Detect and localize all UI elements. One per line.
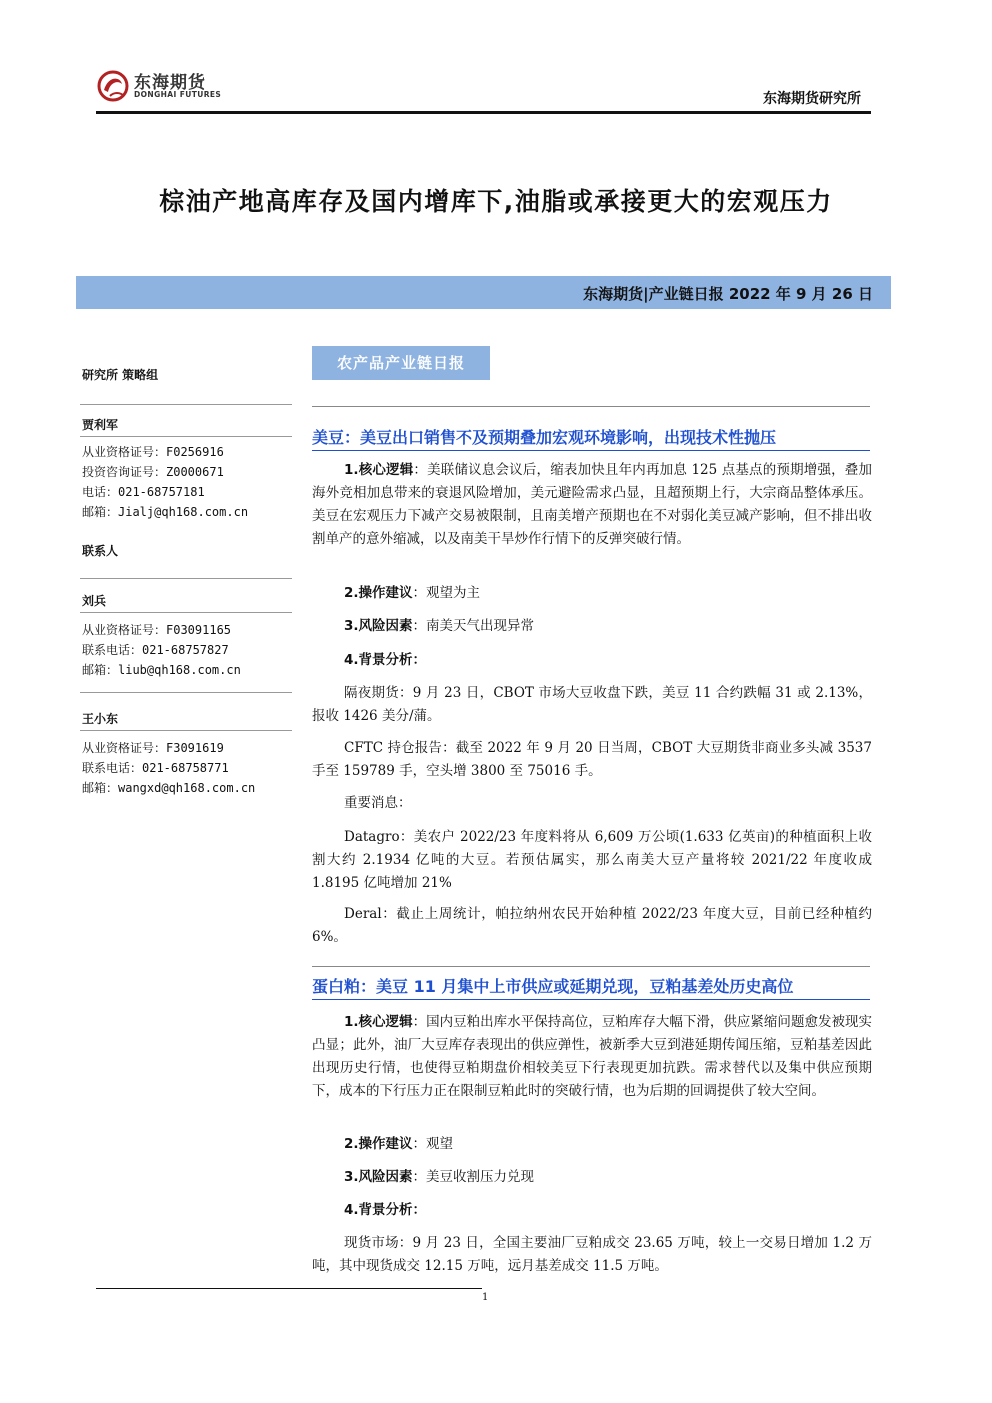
divider — [312, 966, 870, 967]
overnight-futures-paragraph: 隔夜期货：9 月 23 日，CBOT 市场大豆收盘下跌，美豆 11 合约跌幅 31 或 2.13%，报收 1426 美分/蒲。 — [312, 685, 872, 724]
contact-license: 从业资格证号：F3091619 — [82, 741, 224, 755]
section-heading-soybean: 美豆：美豆出口销售不及预期叠加宏观环境影响，出现技术性抛压 — [312, 425, 870, 451]
core-logic-text: ：国内豆粕出库水平保持高位，豆粕库存大幅下滑，供应紧缩问题愈发被现实凸显；此外，油厂大豆库存表现出的供应弹性，被新季大豆到港延期传闻压缩，豆粕基差因此出现历史行情，也使得豆粕期盘价相较美豆下行表现更加抗跌。需求替代以及集中供应预期下，成本的下行压力正在限制豆粕此时的突破行情，也为后期的回调提供了较大空间。 — [312, 1014, 872, 1099]
contact-email[interactable]: 邮箱：wangxd@qh168.com.cn — [82, 781, 256, 795]
analyst-email[interactable]: 邮箱：Jialj@qh168.com.cn — [82, 505, 249, 519]
risk-text: ：南美天气出现异常 — [412, 618, 535, 634]
footer-rule — [96, 1288, 482, 1289]
core-logic-label: 1.核心逻辑 — [344, 1014, 413, 1030]
core-logic-paragraph — [312, 1011, 872, 1103]
datagro-paragraph: Datagro：美农户 2022/23 年度料将从 6,609 万公顷(1.633 亿英亩)的种植面积上收割大约 2.1934 亿吨的大豆。若预估属实，那么南美大豆产量将较 2021/22 年度收成 1.8195 亿吨增加 21% — [312, 829, 872, 891]
section-tag: 农产品产业链日报 — [312, 346, 490, 380]
spot-market-paragraph: 现货市场：9 月 23 日，全国主要油厂豆粕成交 23.65 万吨，较上一交易日增加 1.2 万吨，其中现货成交 12.15 万吨，远月基差成交 11.5 万吨。 — [312, 1235, 872, 1274]
divider — [80, 436, 292, 437]
page-header — [96, 62, 871, 114]
advice-paragraph — [312, 1133, 872, 1156]
risk-label: 3.风险因素 — [344, 618, 413, 634]
cftc-paragraph: CFTC 持仓报告：截至 2022 年 9 月 20 日当周，CBOT 大豆期货非商业多头减 3537 手至 159789 手，空头增 3800 至 75016 手。 — [312, 740, 872, 779]
contact-name: 王小东 — [82, 712, 119, 726]
risk-label: 3.风险因素 — [344, 1169, 413, 1185]
contact-phone: 联系电话：021-68757827 — [82, 643, 229, 657]
deral-paragraph: Deral：截止上周统计，帕拉纳州农民开始种植 2022/23 年度大豆，目前已经种植约 6%。 — [312, 906, 872, 945]
institute-name: 东海期货研究所 — [763, 91, 861, 107]
contacts-label: 联系人 — [82, 544, 119, 558]
risk-paragraph — [312, 1166, 872, 1189]
page-number: 1 — [482, 1292, 489, 1303]
analyst-name: 贾利军 — [82, 418, 119, 432]
advice-label: 2.操作建议 — [344, 585, 413, 601]
analyst-phone: 电话：021-68757181 — [82, 485, 205, 499]
core-logic-label: 1.核心逻辑 — [344, 462, 414, 478]
logo-en-text: DONGHAI FUTURES — [134, 90, 222, 99]
dragon-logo-icon — [96, 66, 130, 106]
divider — [80, 612, 292, 613]
background-paragraph — [312, 1199, 872, 1222]
contact-license: 从业资格证号：F03091165 — [82, 623, 232, 637]
news-label: 重要消息： — [344, 795, 412, 811]
core-logic-text: ：美联储议息会议后，缩表加快且年内再加息 125 点基点的预期增强，叠加海外竞相加息带来的衰退风险增加，美元避险需求凸显，且超预期上行，大宗商品整体承压。美豆在宏观压力下减产交易被限制，且南美增产预期也在不对弱化美豆减产影响，但不排出收割单产的意外缩减，以及南美干旱炒作行情下的反弹突破行情。 — [312, 462, 872, 547]
risk-paragraph — [312, 615, 872, 638]
divider — [80, 578, 292, 579]
document-title: 棕油产地高库存及国内增库下,油脂或承接更大的宏观压力 — [159, 187, 833, 216]
contact-email[interactable]: 邮箱：liub@qh168.com.cn — [82, 663, 241, 677]
contact-name: 刘兵 — [82, 594, 107, 608]
core-logic-paragraph — [312, 459, 872, 551]
banner-text: 东海期货|产业链日报 2022 年 9 月 26 日 — [583, 285, 873, 303]
advice-text: ：观望 — [412, 1136, 454, 1152]
divider — [80, 692, 292, 693]
analyst-license: 从业资格证号：F0256916 — [82, 445, 224, 459]
divider — [80, 730, 292, 731]
background-colon: ： — [412, 652, 427, 668]
risk-text: ：美豆收割压力兑现 — [412, 1169, 535, 1185]
divider — [80, 404, 292, 405]
divider — [312, 406, 870, 407]
contact-phone: 联系电话：021-68758771 — [82, 761, 229, 775]
donghai-logo — [96, 66, 236, 110]
sidebar-team: 研究所 策略组 — [82, 368, 159, 382]
background-paragraph — [312, 649, 872, 672]
logo-cn-text: 东海期货 — [134, 73, 206, 93]
advice-text: ：观望为主 — [412, 585, 481, 601]
advice-paragraph — [312, 582, 872, 605]
background-label: 4.背景分析 — [344, 1202, 413, 1218]
analyst-consult-license: 投资咨询证号：Z0000671 — [82, 465, 224, 479]
background-label: 4.背景分析 — [344, 652, 413, 668]
section-heading-protein-meal: 蛋白粕：美豆 11 月集中上市供应或延期兑现，豆粕基差处历史高位 — [312, 974, 870, 1000]
advice-label: 2.操作建议 — [344, 1136, 413, 1152]
report-banner — [76, 276, 891, 309]
background-colon: ： — [412, 1202, 427, 1218]
